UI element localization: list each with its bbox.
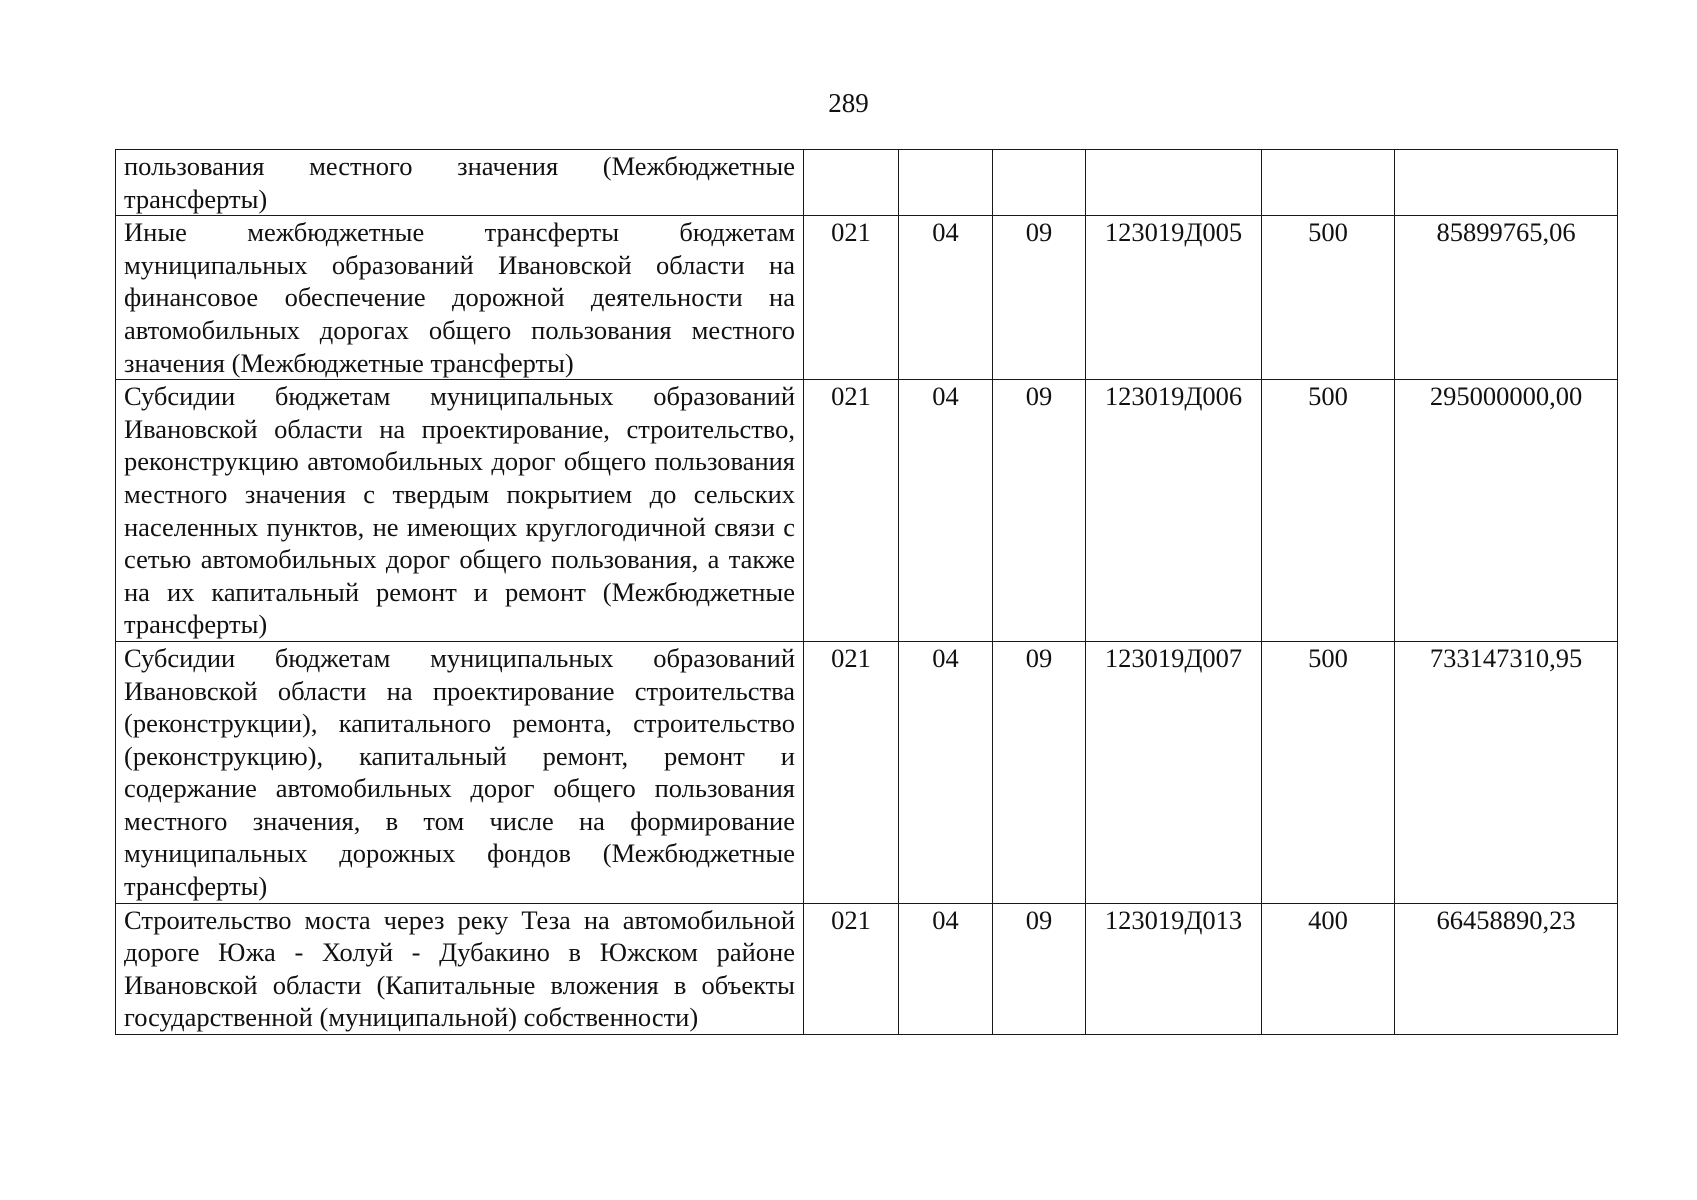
row-section-code: 04 [899,903,993,1034]
row-admin-code: 021 [804,641,899,903]
row-description: пользования местного значения (Межбюджетные трансферты) [116,150,804,216]
row-subsection-code: 09 [993,380,1086,642]
row-expense-type: 500 [1262,641,1395,903]
row-target-article [1086,150,1262,216]
row-amount [1395,150,1618,216]
row-expense-type: 400 [1262,903,1395,1034]
row-admin-code: 021 [804,216,899,380]
table-row [116,380,1618,642]
row-subsection-code: 09 [993,216,1086,380]
row-subsection-code: 09 [993,903,1086,1034]
row-amount: 66458890,23 [1395,903,1618,1034]
table-row [116,641,1618,903]
row-subsection-code: 09 [993,641,1086,903]
row-section-code: 04 [899,641,993,903]
row-expense-type [1262,150,1395,216]
row-target-article: 123019Д006 [1086,380,1262,642]
row-section-code: 04 [899,380,993,642]
row-target-article: 123019Д005 [1086,216,1262,380]
row-subsection-code [993,150,1086,216]
budget-table [115,149,1618,1035]
row-amount: 733147310,95 [1395,641,1618,903]
row-target-article: 123019Д007 [1086,641,1262,903]
row-admin-code: 021 [804,380,899,642]
page-number: 289 [828,88,869,118]
row-amount: 295000000,00 [1395,380,1618,642]
row-description: Иные межбюджетные трансферты бюджетам муниципальных образований Ивановской области на финансовое обеспечение дорожной деятельности на автомобильных дорогах общего пользования местного значения (Межбюджетные трансферты) [116,216,804,380]
table-row [116,216,1618,380]
row-description: Субсидии бюджетам муниципальных образований Ивановской области на проектирование, строительство, реконструкцию автомобильных дорог общего пользования местного значения с твердым покрытием до сельских населенных пунктов, не имеющих круглогодичной связи с сетью автомобильных дорог общего пользования, а также на их капитальный ремонт и ремонт (Межбюджетные трансферты) [116,380,804,642]
row-description: Субсидии бюджетам муниципальных образований Ивановской области на проектирование строительства (реконструкции), капитального ремонта, строительство (реконструкцию), капитальный ремонт, ремонт и содержание автомобильных дорог общего пользования местного значения, в том числе на формирование муниципальных дорожных фондов (Межбюджетные трансферты) [116,641,804,903]
table-row [116,150,1618,216]
row-amount: 85899765,06 [1395,216,1618,380]
row-expense-type: 500 [1262,380,1395,642]
table-row [116,903,1618,1034]
row-section-code [899,150,993,216]
row-section-code: 04 [899,216,993,380]
row-description: Строительство моста через реку Теза на автомобильной дороге Южа - Холуй - Дубакино в Южском районе Ивановской области (Капитальные вложения в объекты государственной (муниципальной) собственности) [116,903,804,1034]
row-expense-type: 500 [1262,216,1395,380]
row-target-article: 123019Д013 [1086,903,1262,1034]
row-admin-code: 021 [804,903,899,1034]
row-admin-code [804,150,899,216]
